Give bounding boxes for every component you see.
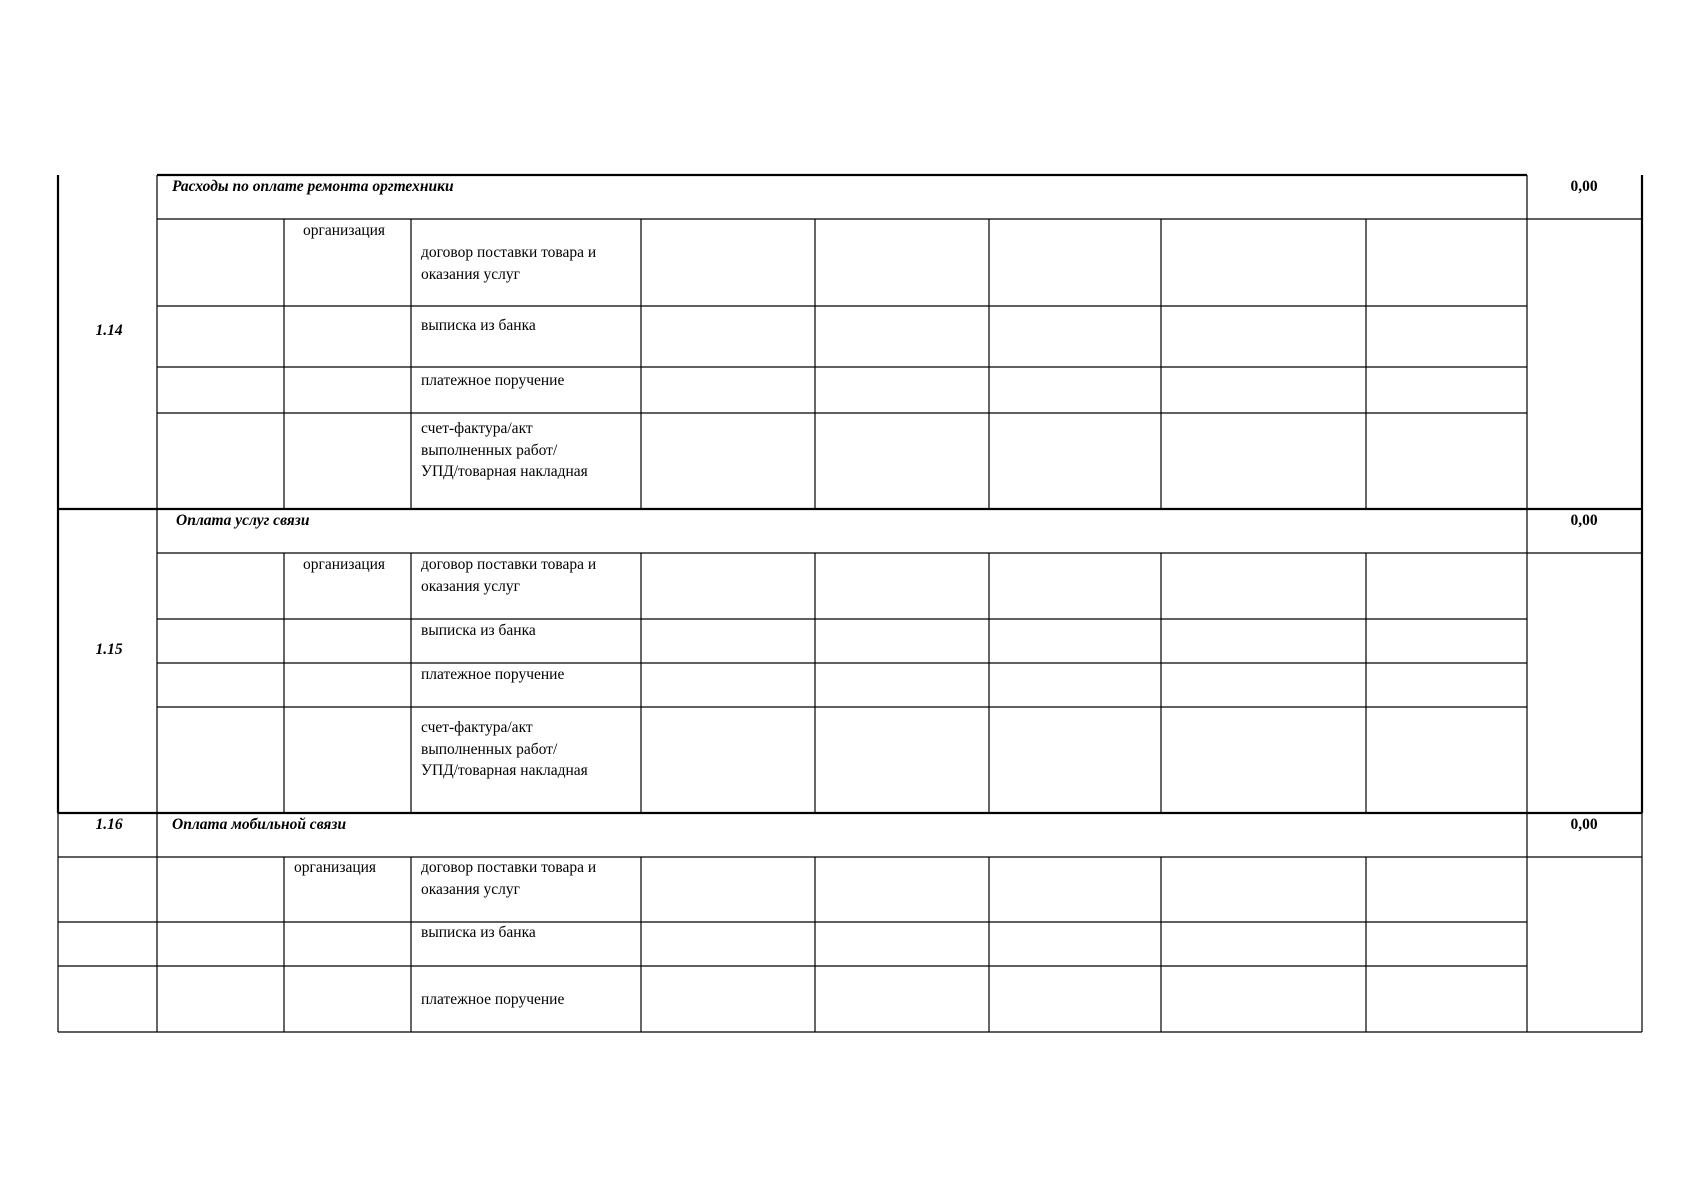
section-title: Оплата мобильной связи [172,816,347,833]
section-title: Оплата услуг связи [176,512,310,529]
document-cell: платежное поручение [421,372,565,389]
section-total: 0,00 [1570,816,1598,833]
document-cell: договор поставки товара и оказания услуг [421,244,597,283]
document-cell: счет-фактура/акт выполненных работ/ УПД/товарная накладная [421,719,588,779]
section-total: 0,00 [1570,512,1598,529]
document-cell: выписка из банка [421,924,536,941]
section-number: 1.14 [95,322,123,339]
section-total: 0,00 [1570,178,1598,195]
payer-cell: организация [294,859,377,876]
document-cell: договор поставки товара и оказания услуг [421,859,597,898]
document-cell: счет-фактура/акт выполненных работ/ УПД/товарная накладная [421,420,588,480]
section-number: 1.16 [95,816,123,833]
document-cell: платежное поручение [421,666,565,683]
document-cell: выписка из банка [421,622,536,639]
section-number: 1.15 [95,641,123,658]
payer-cell: организация [303,556,386,573]
payer-cell: организация [303,222,386,239]
document-cell: договор поставки товара и оказания услуг [421,556,597,595]
document-cell: выписка из банка [421,317,536,334]
section-title: Расходы по оплате ремонта оргтехники [172,178,454,195]
document-cell: платежное поручение [421,991,565,1008]
